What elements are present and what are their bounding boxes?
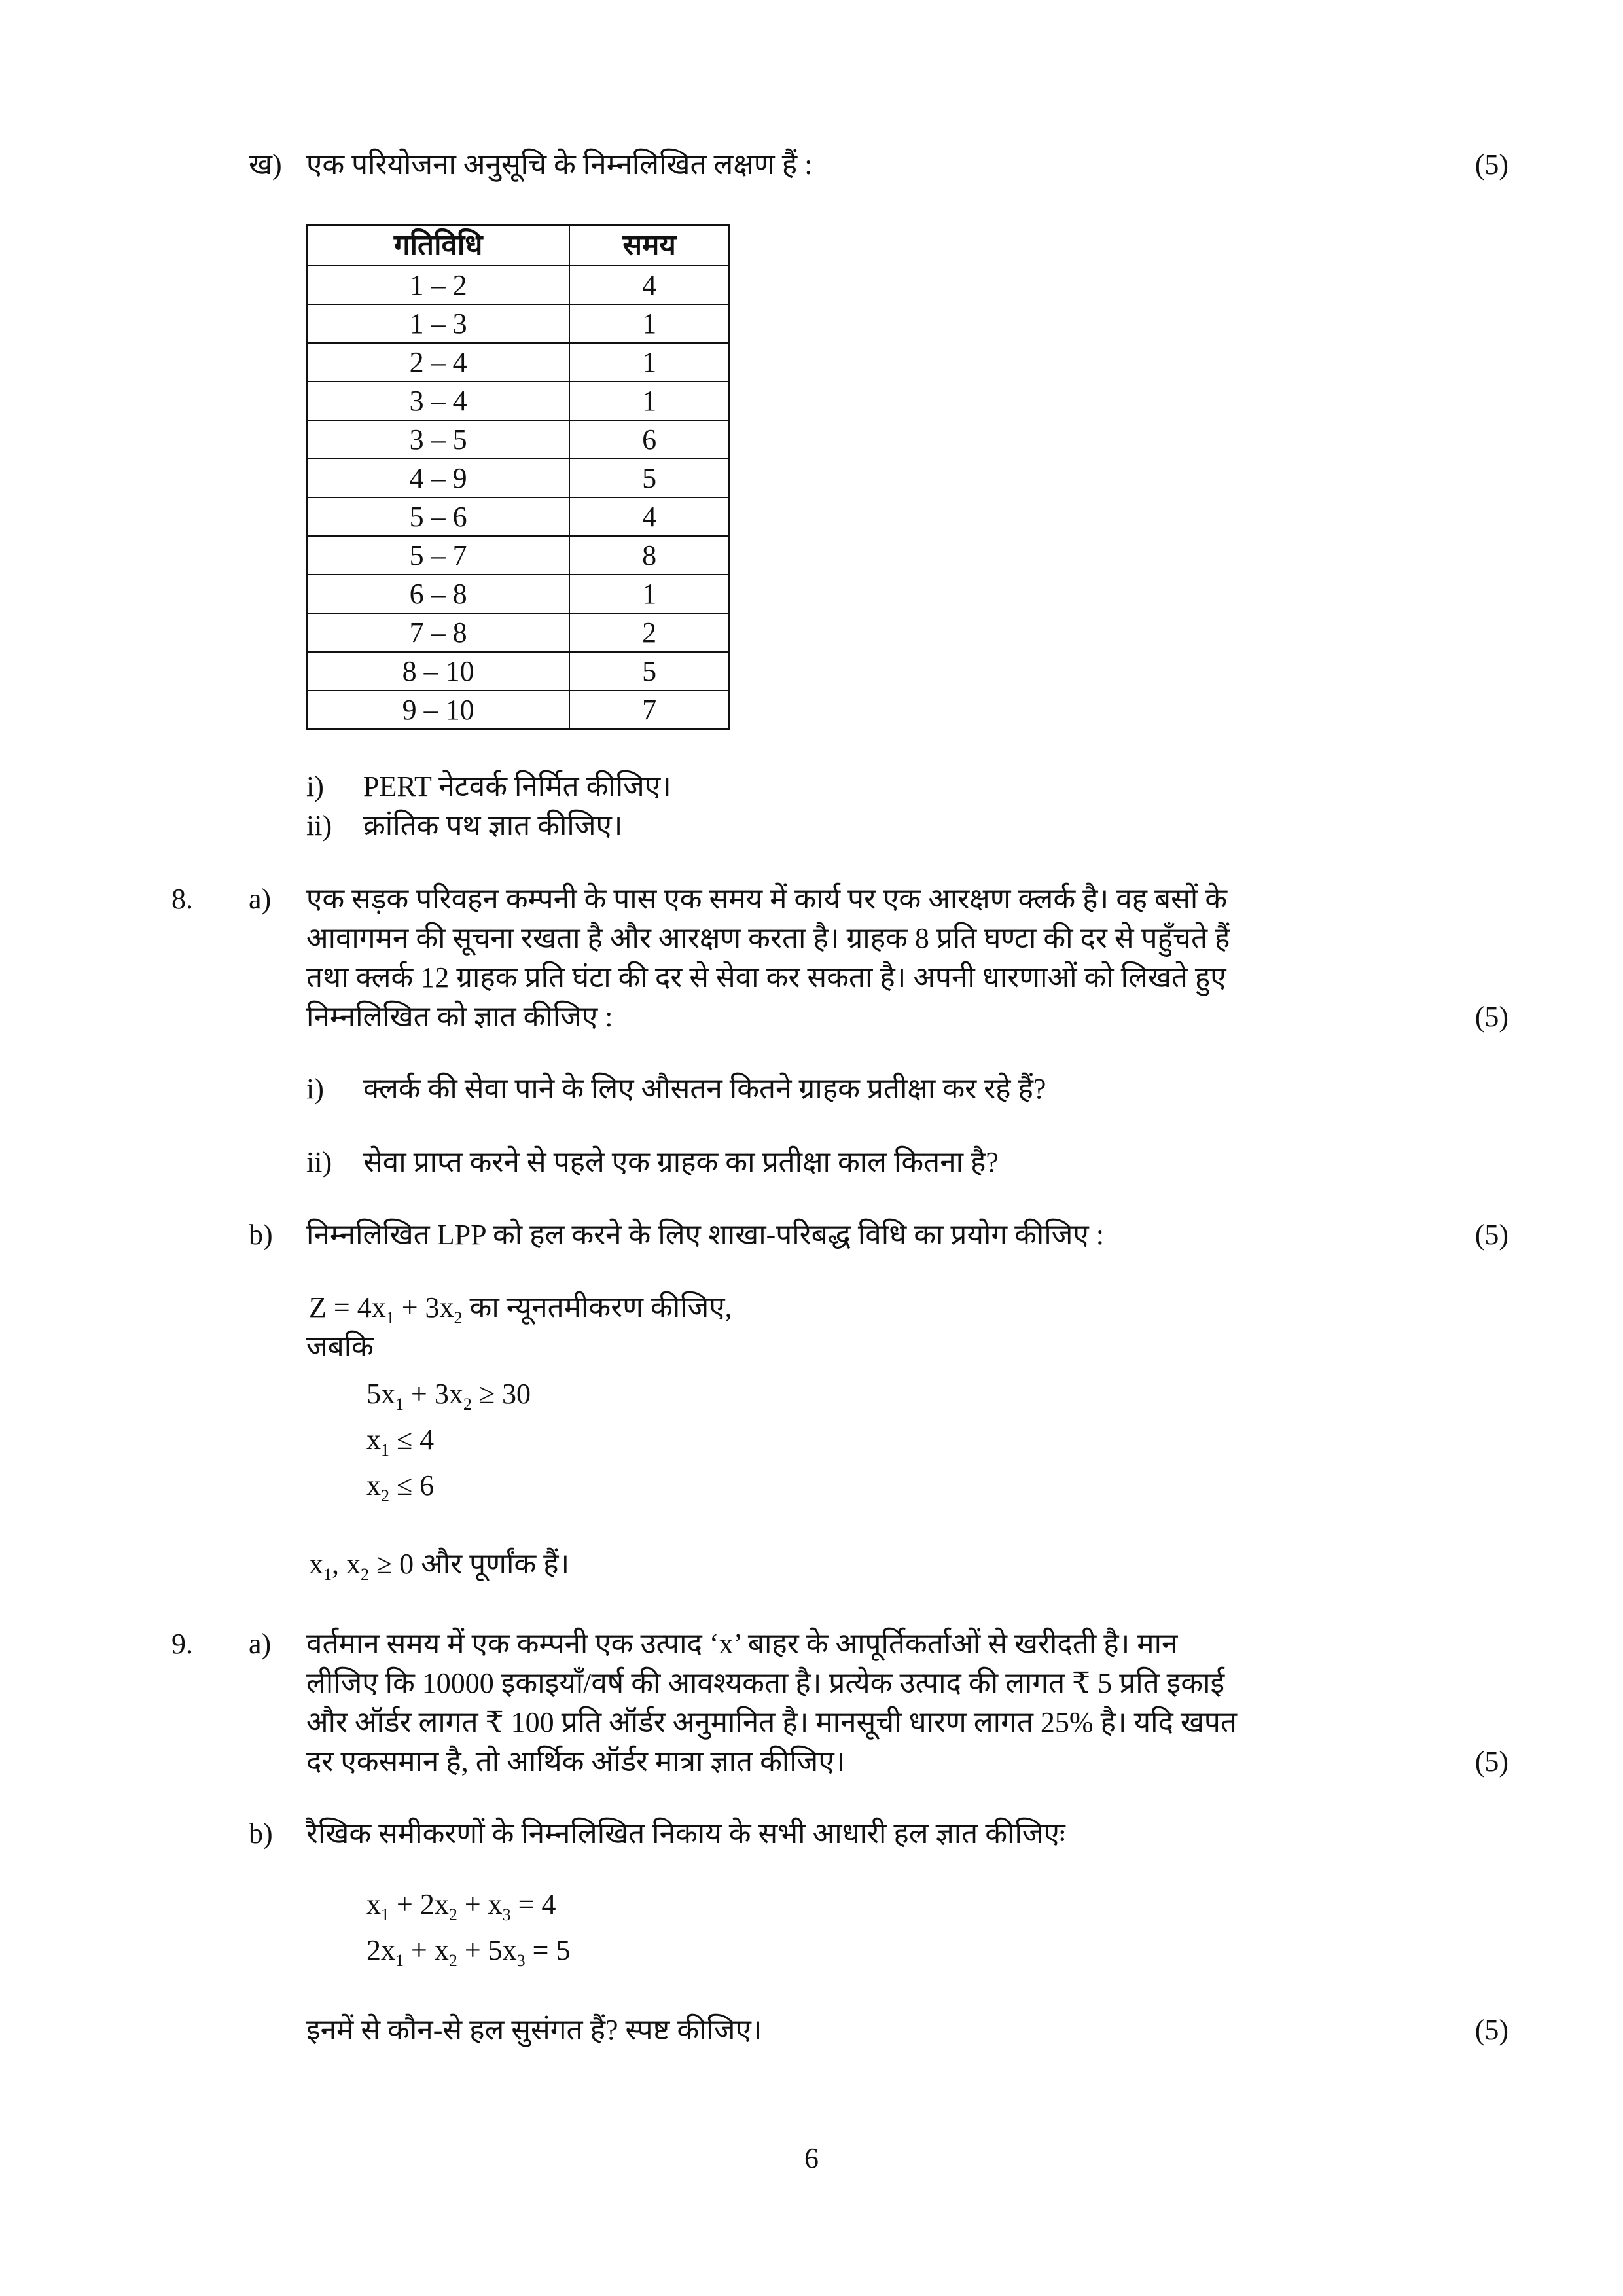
activity-cell: 5 – 6 xyxy=(307,497,569,536)
lpp-objective-text: का न्यूनतमीकरण कीजिए, xyxy=(469,1291,732,1323)
q8a-line: निम्नलिखित को ज्ञात कीजिए : xyxy=(306,1001,613,1033)
q9a-line: दर एकसमान है, तो आर्थिक ऑर्डर मात्रा ज्ञात कीजिए। xyxy=(306,1746,846,1778)
time-cell: 5 xyxy=(569,652,729,691)
time-cell: 1 xyxy=(569,343,729,382)
q7b-sub-ii-label: ii) xyxy=(306,810,332,842)
page-number: 6 xyxy=(804,2142,819,2174)
time-cell: 8 xyxy=(569,536,729,575)
q7b-marks: (5) xyxy=(1474,149,1508,181)
lpp-integer-text: और पूर्णांक हैं। xyxy=(421,1548,570,1580)
q9b-final-text: इनमें से कौन-से हल सुसंगत हैं? स्पष्ट कीजिए। xyxy=(306,2014,762,2046)
q9a-line: वर्तमान समय में एक कम्पनी एक उत्पाद ‘x’ बाहर के आपूर्तिकर्ताओं से खरीदती है। मान xyxy=(306,1628,1178,1660)
q7b-label: ख) xyxy=(249,149,282,181)
time-cell: 7 xyxy=(569,691,729,729)
table-header-activity: गतिविधि xyxy=(307,225,569,266)
time-cell: 4 xyxy=(569,266,729,304)
activity-cell: 1 – 2 xyxy=(307,266,569,304)
time-cell: 1 xyxy=(569,575,729,613)
q9a-label: a) xyxy=(249,1628,272,1660)
table-row xyxy=(307,575,729,613)
table-row xyxy=(307,652,729,691)
equation-2: $2x_1 + x_2 + 5x_3 = 5$ xyxy=(366,1934,571,1970)
time-cell: 6 xyxy=(569,420,729,459)
q9b-label: b) xyxy=(249,1818,273,1850)
q8a-sub-ii-label: ii) xyxy=(306,1146,332,1178)
lpp-constraint-2: $x_1 \le 4$ xyxy=(366,1424,435,1460)
q8a-paragraph xyxy=(306,880,1438,1037)
table-row xyxy=(307,420,729,459)
time-cell: 4 xyxy=(569,497,729,536)
activity-cell: 3 – 4 xyxy=(307,382,569,420)
time-cell: 1 xyxy=(569,382,729,420)
table-row xyxy=(307,536,729,575)
activity-cell: 5 – 7 xyxy=(307,536,569,575)
q8-number: 8. xyxy=(171,883,193,915)
activity-cell: 4 – 9 xyxy=(307,459,569,497)
q7b-sub-ii-text: क्रांतिक पथ ज्ञात कीजिए। xyxy=(363,810,623,842)
q9a-line: लीजिए कि 10000 इकाइयाँ/वर्ष की आवश्यकता है। प्रत्येक उत्पाद की लागत ₹ 5 प्रति इकाई xyxy=(306,1667,1225,1699)
activity-time-table xyxy=(306,224,730,730)
activity-cell: 6 – 8 xyxy=(307,575,569,613)
table-header-row xyxy=(307,225,729,266)
table-row xyxy=(307,613,729,652)
table-row xyxy=(307,266,729,304)
q9a-line: और ऑर्डर लागत ₹ 100 प्रति ऑर्डर अनुमानित है। मानसूची धारण लागत 25% है। यदि खपत xyxy=(306,1706,1237,1738)
q9b-marks: (5) xyxy=(1474,2014,1508,2046)
lpp-objective: $Z = 4x_1 + 3x_2$ का न्यूनतमीकरण कीजिए, xyxy=(309,1291,732,1327)
activity-cell: 9 – 10 xyxy=(307,691,569,729)
table-row xyxy=(307,459,729,497)
q8a-marks: (5) xyxy=(1474,1001,1508,1033)
q8a-line: एक सड़क परिवहन कम्पनी के पास एक समय में कार्य पर एक आरक्षण क्लर्क है। वह बसों के xyxy=(306,883,1228,915)
lpp-subject-to: जबकि xyxy=(306,1331,374,1363)
q8a-sub-i-text: क्लर्क की सेवा पाने के लिए औसतन कितने ग्राहक प्रतीक्षा कर रहे हैं? xyxy=(363,1073,1046,1105)
activity-cell: 7 – 8 xyxy=(307,613,569,652)
equation-1: $x_1 + 2x_2 + x_3 = 4$ xyxy=(366,1888,556,1924)
lpp-integer-condition: $x_1$, $x_2 \ge 0$ और पूर्णांक हैं। xyxy=(309,1548,570,1584)
activity-cell: 3 – 5 xyxy=(307,420,569,459)
q8a-sub-i-label: i) xyxy=(306,1073,324,1105)
lpp-constraint-3: $x_2 \le 6$ xyxy=(366,1469,435,1505)
table-row xyxy=(307,691,729,729)
q8b-label: b) xyxy=(249,1219,273,1251)
q8b-marks: (5) xyxy=(1474,1219,1508,1251)
lpp-constraint-1: $5x_1 + 3x_2 \ge 30$ xyxy=(366,1378,531,1414)
table-row xyxy=(307,343,729,382)
table-row xyxy=(307,304,729,343)
q8a-line: आवागमन की सूचना रखता है और आरक्षण करता है। ग्राहक 8 प्रति घण्टा की दर से पहुँचते हैं xyxy=(306,922,1230,954)
q7b-sub-i-label: i) xyxy=(306,770,324,802)
time-cell: 1 xyxy=(569,304,729,343)
q8b-text: निम्नलिखित LPP को हल करने के लिए शाखा-परिबद्ध विधि का प्रयोग कीजिए : xyxy=(306,1219,1104,1251)
time-cell: 2 xyxy=(569,613,729,652)
q9a-paragraph xyxy=(306,1624,1438,1782)
time-cell: 5 xyxy=(569,459,729,497)
q8a-sub-ii-text: सेवा प्राप्त करने से पहले एक ग्राहक का प्रतीक्षा काल कितना है? xyxy=(363,1146,999,1178)
table-header-time: समय xyxy=(569,225,729,266)
q7b-text: एक परियोजना अनुसूचि के निम्नलिखित लक्षण हैं : xyxy=(306,149,813,181)
q9a-marks: (5) xyxy=(1474,1746,1508,1778)
table-row xyxy=(307,497,729,536)
q8a-label: a) xyxy=(249,883,272,915)
q9b-text: रैखिक समीकरणों के निम्नलिखित निकाय के सभी आधारी हल ज्ञात कीजिएः xyxy=(306,1818,1065,1850)
activity-cell: 1 – 3 xyxy=(307,304,569,343)
table-row xyxy=(307,382,729,420)
q7b-sub-i-text: PERT नेटवर्क निर्मित कीजिए। xyxy=(363,770,671,802)
q9-number: 9. xyxy=(171,1628,193,1660)
activity-cell: 2 – 4 xyxy=(307,343,569,382)
q8a-line: तथा क्लर्क 12 ग्राहक प्रति घंटा की दर से सेवा कर सकता है। अपनी धारणाओं को लिखते हुए xyxy=(306,961,1226,994)
activity-cell: 8 – 10 xyxy=(307,652,569,691)
